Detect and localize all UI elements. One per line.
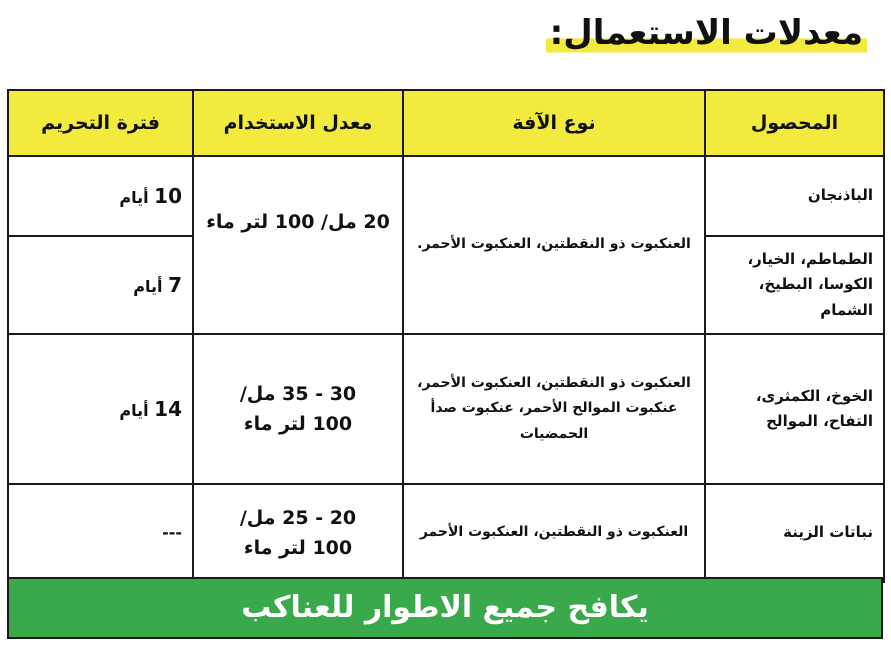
rate-line: 100 لتر ماء: [243, 537, 353, 559]
crop-cell: الطماطم، الخيار، الكوسا، البطيخ، الشمام: [705, 236, 884, 334]
pest-cell: العنكبوت ذو النقطتين، العنكبوت الأحمر، عنكبوت الموالح الأحمر، عنكبوت صدأ الحمضيات: [403, 334, 705, 484]
crop-cell: الباذنجان: [705, 156, 884, 236]
table-row: [8, 484, 884, 582]
period-cell: [8, 334, 193, 484]
period-unit: أيام: [133, 277, 163, 296]
period-number: 10: [154, 184, 182, 208]
rate-line: 20 - 25 مل/: [239, 506, 357, 529]
rate-line: 100 لتر ماء: [243, 413, 353, 435]
crop-cell: نباتات الزينة: [705, 484, 884, 582]
rate-line: 30 - 35 مل/: [239, 382, 357, 405]
header-pest: نوع الآفة: [403, 90, 705, 156]
rate-cell: 20 مل/ 100 لتر ماء: [193, 156, 403, 334]
period-cell: [8, 236, 193, 334]
period-number: 14: [154, 397, 182, 421]
period-unit: أيام: [119, 401, 149, 420]
pest-cell: العنكبوت ذو النقطتين، العنكبوت الأحمر.: [403, 156, 705, 334]
rate-cell: [193, 484, 403, 582]
header-period: فترة التحريم: [8, 90, 193, 156]
table-header-row: [8, 90, 884, 156]
rate-cell: [193, 334, 403, 484]
page-title: معدلات الاستعمال:: [546, 10, 867, 56]
crop-cell: الخوخ، الكمثرى، التفاح، الموالح: [705, 334, 884, 484]
period-cell: [8, 156, 193, 236]
header-rate: معدل الاستخدام: [193, 90, 403, 156]
header-crop: المحصول: [705, 90, 884, 156]
period-number: 7: [168, 273, 182, 297]
period-unit: أيام: [119, 188, 149, 207]
table-row: [8, 334, 884, 484]
footer-banner: يكافح جميع الاطوار للعناكب: [7, 577, 883, 639]
table-row: [8, 156, 884, 236]
pest-cell: العنكبوت ذو النقطتين، العنكبوت الأحمر: [403, 484, 705, 582]
usage-rates-table: [7, 89, 885, 583]
period-cell: ---: [8, 484, 193, 582]
